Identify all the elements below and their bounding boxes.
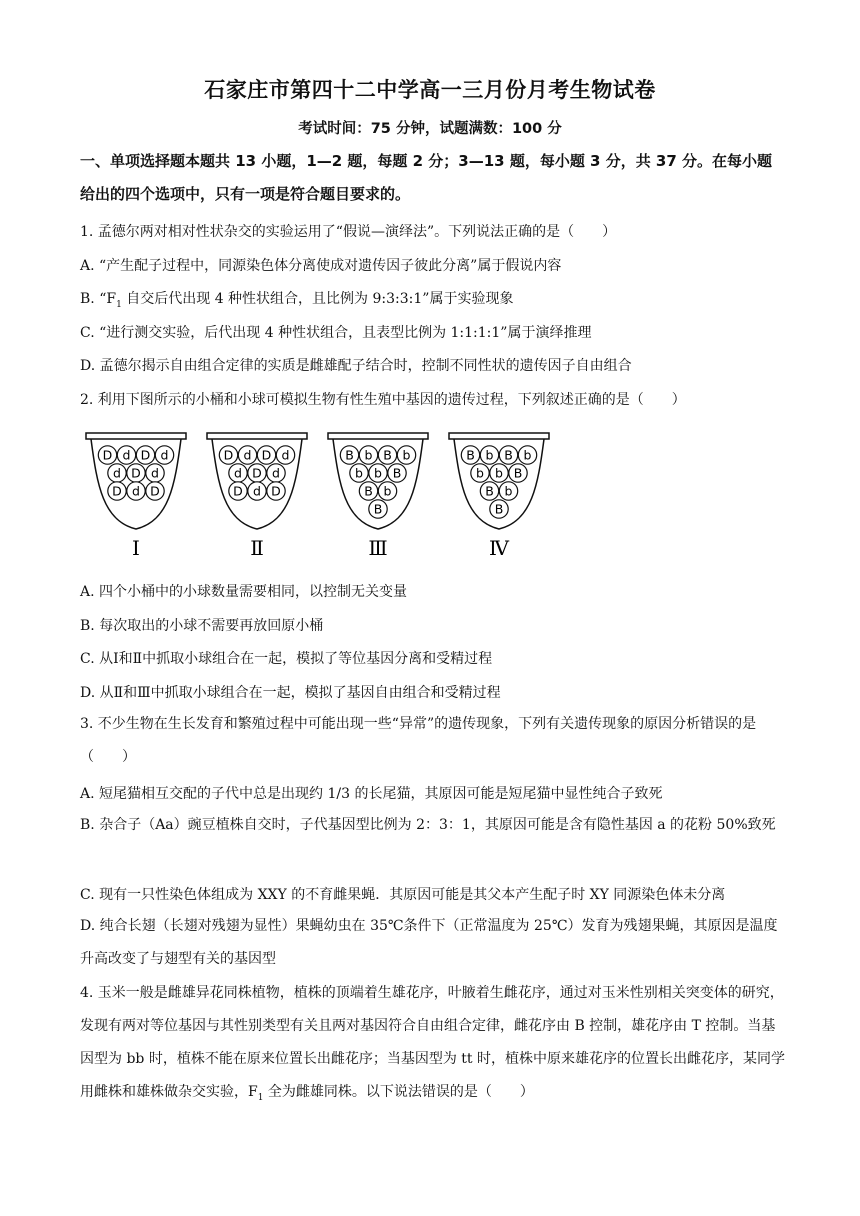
bucket-rim [207,433,307,439]
ball-label: b [402,447,411,463]
question-1-option-b: B. “$F_1$ 自交后代出现 4 种性状组合，且比例为 9:3:3:1”属于实验现象 [80,291,514,310]
ball-label: D [140,447,151,463]
ball-label: D [150,483,160,499]
question-2-stem: 2. 利用下图所示的小桶和小球可模拟生物有性生殖中基因的遗传过程，下列叙述正确的是（ ） [80,392,686,408]
ball-label: B [466,447,475,463]
page-title: 石家庄市第四十二中学高一三月份月考生物试卷 [204,78,656,102]
ball-label: b [355,465,363,481]
ball-label: B [513,465,523,481]
question-1-option-d: D. 孟德尔揭示自由组合定律的实质是雌雄配子结合时，控制不同性状的遗传因子自由组合 [80,358,632,374]
ball-label: D [261,447,272,463]
bucket-label: Ⅱ [250,536,264,560]
ball-label: b [495,465,503,481]
ball-label: D [271,483,281,499]
question-3-option-a: A. 短尾猫相互交配的子代中总是出现约 1/3 的长尾猫，其原因可能是短尾猫中显性纯合子致死 [80,786,663,802]
ball-label: d [122,447,131,463]
ball-label: B [485,483,494,499]
bucket-diagram [80,425,570,565]
question-3-option-d: D. 纯合长翅（长翅对残翅为显性）果蝇幼虫在 35℃条件下（正常温度为 25℃）发育为残翅果蝇，其原因是温度升高改变了与翅型有关的基因型 [80,918,778,967]
bucket-label: Ⅰ [132,536,140,560]
ball-label: D [223,447,234,463]
bucket-4 [449,433,549,560]
question-1-option-c: C. “进行测交实验，后代出现 4 种性状组合，且表型比例为 1:1:1:1”属于演绎推理 [80,325,592,341]
question-2-option-a: A. 四个小桶中的小球数量需要相同，以控制无关变量 [80,584,408,600]
bucket-2 [207,433,307,560]
ball-label: D [112,483,122,499]
ball-label: b [364,447,373,463]
ball-label: d [281,447,290,463]
bucket-1 [86,433,186,560]
ball-label: B [392,465,402,481]
bucket-rim [86,433,186,439]
ball-label: b [374,465,382,481]
bucket-rim [449,433,549,439]
question-4-stem: 4. 玉米一般是雌雄异花同株植物，植株的顶端着生雄花序，叶腋着生雌花序，通过对玉米性别相关突变体的研究，发现有两对等位基因与其性别类型有关且两对基因符合自由组合定律，雌花序由 B 控制，雄花序由 T 控制。当基因型为 bb 时，植株不能在原来位置长出雌花序；当基因型为 tt 时，植株中原来雄花序的位置长出雌花序，某同学用雌株和雄株做杂交实验，$F_1$ 全为雌雄同株。以下说法错误的是（ ） [80,985,785,1103]
question-1-option-a: A. “产生配子过程中，同源染色体分离使成对遗传因子彼此分离”属于假说内容 [80,258,562,274]
question-1-stem: 1. 孟德尔两对相对性状杂交的实验运用了“假说—演绎法”。下列说法正确的是（ ） [80,224,617,240]
ball-label: d [132,483,140,499]
bucket-figure [80,425,570,565]
question-3-option-c: C. 现有一只性染色体组成为 XXY 的不育雌果蝇．其原因可能是其父本产生配子时 XY 同源染色体未分离 [80,887,726,903]
ball-label: b [504,483,513,499]
ball-label: b [476,465,484,481]
ball-label: B [364,483,373,499]
ball-label: B [345,447,354,463]
ball-label: b [485,447,494,463]
question-2-option-d: D. 从Ⅱ和Ⅲ中抓取小球组合在一起，模拟了基因自由组合和受精过程 [80,685,501,701]
ball-label: d [243,447,252,463]
ball-label: d [234,465,242,481]
ball-label: d [272,465,280,481]
ball-label: B [494,501,504,517]
ball-label: d [253,483,261,499]
ball-label: d [160,447,169,463]
question-3-stem: 3. 不少生物在生长发育和繁殖过程中可能出现一些“异常”的遗传现象，下列有关遗传现象的原因分析错误的是（ ） [80,716,757,765]
ball-label: D [131,465,141,481]
bucket-3 [328,433,428,560]
ball-label: D [252,465,262,481]
ball-label: D [233,483,243,499]
bucket-label: Ⅳ [489,536,509,560]
ball-label: b [383,483,392,499]
ball-label: D [102,447,113,463]
section-heading: 一、单项选择题本题共 13 小题，1—2 题，每题 2 分；3—13 题，每小题 3 分，共 37 分。在每小题给出的四个选项中，只有一项是符合题目要求的。 [80,152,773,203]
question-2-option-c: C. 从Ⅰ和Ⅱ中抓取小球组合在一起，模拟了等位基因分离和受精过程 [80,651,493,667]
ball-label: B [504,447,513,463]
bucket-label: Ⅲ [368,536,388,560]
ball-label: B [373,501,383,517]
ball-label: d [113,465,121,481]
question-2-option-b: B. 每次取出的小球不需要再放回原小桶 [80,618,324,634]
exam-info: 考试时间：75 分钟，试题满数：100 分 [298,121,562,137]
bucket-rim [328,433,428,439]
ball-label: B [383,447,392,463]
ball-label: b [523,447,532,463]
question-3-option-b: B. 杂合子（Aa）豌豆植株自交时，子代基因型比例为 2：3：1，其原因可能是含有隐性基因 a 的花粉 50%致死 [80,817,776,833]
ball-label: d [151,465,159,481]
